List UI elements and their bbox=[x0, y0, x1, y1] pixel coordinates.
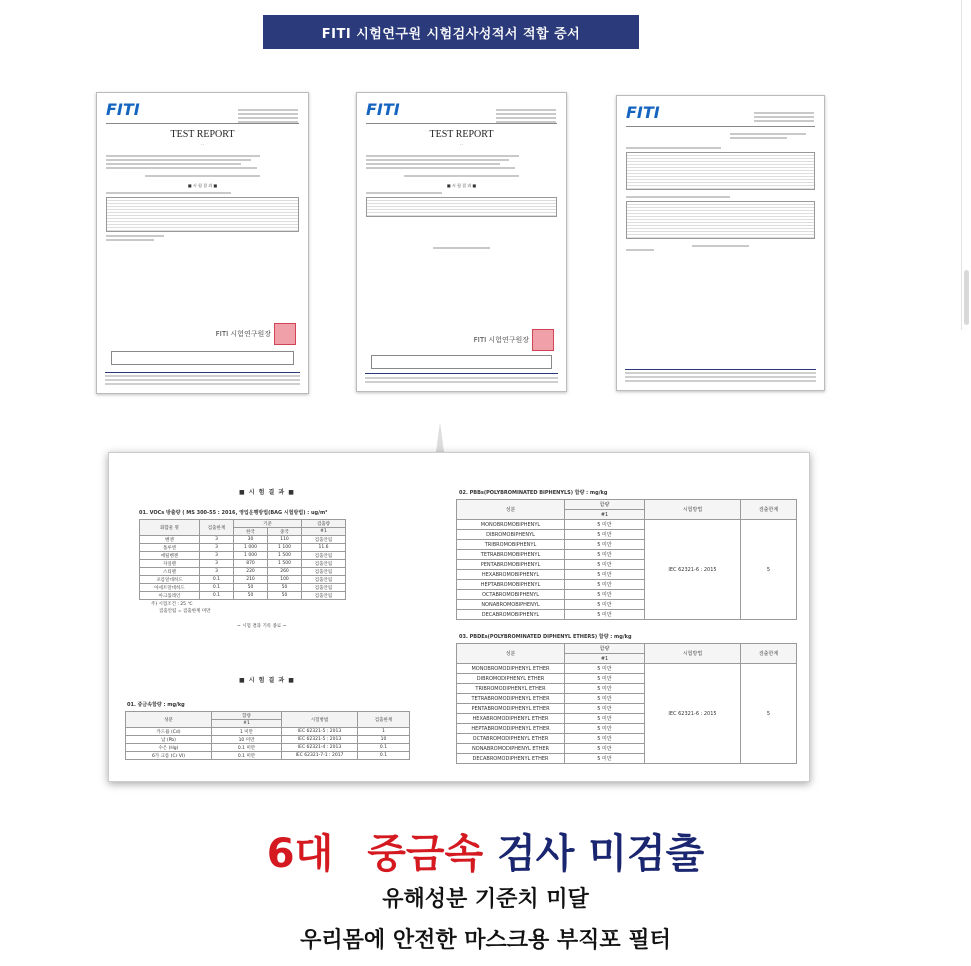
callout-pointer bbox=[436, 422, 444, 452]
voc-label: 01. VOCs 방출량 ( MS 300-55 : 2016, 영업운행방법(BAG 시험방법) : ug/m³ bbox=[139, 510, 328, 516]
result-header: ■ 시 험 결 과 ■ bbox=[446, 183, 477, 188]
report-page-marker: · · bbox=[459, 142, 464, 147]
table-row: NONABROMOBIPHENYL 5 미만 bbox=[457, 600, 797, 610]
table-row: 스티렌 3 220 260 검출안됨 bbox=[140, 568, 346, 576]
report-thumbnail-3 bbox=[616, 95, 825, 391]
headline-heavy-metal: 중금속 bbox=[367, 831, 484, 877]
subheadline-harmful: 유해성분 기준치 미달 bbox=[382, 887, 589, 912]
table-row: 포름알데히드 0.1 210 100 검출안됨 bbox=[140, 576, 346, 584]
official-seal bbox=[274, 323, 296, 345]
table-row: HEPTABROMOBIPHENYL 5 미만 bbox=[457, 580, 797, 590]
pbb-mini-table bbox=[626, 152, 815, 190]
heavy-metal-label: 01. 중금속함량 : mg/kg bbox=[127, 702, 185, 708]
fiti-logo: FITI bbox=[106, 100, 140, 119]
zoomed-report-detail bbox=[108, 452, 810, 782]
mini-table bbox=[366, 197, 557, 217]
fiti-logo: FITI bbox=[626, 103, 660, 122]
table-row: PENTABROMODIPHENYL ETHER 5 미만 bbox=[457, 704, 797, 714]
title-banner: FITI 시험연구원 시험검사성적서 적합 증서 bbox=[263, 15, 639, 49]
signature-text: FITI 시험연구원장 bbox=[215, 329, 271, 338]
mini-table bbox=[106, 197, 299, 232]
voc-note-condition: 주) 시험조건 : 25 ℃ bbox=[151, 602, 193, 607]
table-row: MONOBROMODIPHENYL ETHER 5 미만 IEC 62321-6 : 2015 5 bbox=[457, 664, 797, 674]
table-row: MONOBROMOBIPHENYL 5 미만 IEC 62321-6 : 2015 5 bbox=[457, 520, 797, 530]
table-row: DECABROMOBIPHENYL 5 미만 bbox=[457, 610, 797, 620]
report-title: TEST REPORT bbox=[429, 129, 494, 140]
pbb-table: 성분 함량 시험방법 검출한계 #1 MONOBROMOBIPHENYL 5 미만 IEC 62321-6 : 2015 5 DIBROMOBIPHENYL 5 미만 TRIBROMOBIPHENYL 5 미만 TETRABROMOBIPHENYL 5 미만 PENTABROMOBIPHENYL 5 미만 HEXABROMOBIPHENYL 5 미만 HEPTABROMOBIPHENYL 5 미만 OCTABROMOBIPHENYL 5 미만 NONABROMOBIPHENYL 5 미만 DECABROMOBIPHENYL 5 미만 bbox=[456, 499, 797, 620]
table-row: HEPTABROMODIPHENYL ETHER 5 미만 bbox=[457, 724, 797, 734]
table-row: OCTABROMODIPHENYL ETHER 5 미만 bbox=[457, 734, 797, 744]
table-row: 카드뮴 (Cd) 1 미만 IEC 62321-5 : 2013 1 bbox=[126, 728, 410, 736]
table-row: OCTABROMOBIPHENYL 5 미만 bbox=[457, 590, 797, 600]
signature-text: FITI 시험연구원장 bbox=[473, 335, 529, 344]
subheadline-safe-filter: 우리몸에 안전한 마스크용 부직포 필터 bbox=[300, 928, 671, 953]
voc-section-header: ■ 시 험 결 과 ■ bbox=[239, 489, 295, 496]
result-header: ■ 시 험 결 과 ■ bbox=[187, 183, 218, 188]
address-lines bbox=[238, 107, 298, 125]
voc-end-marker: ~ 시험 결과 기록 종료 ~ bbox=[237, 624, 287, 629]
table-row: HEXABROMOBIPHENYL 5 미만 bbox=[457, 570, 797, 580]
pbde-table: 성분 함량 시험방법 검출한계 #1 MONOBROMODIPHENYL ETHER 5 미만 IEC 62321-6 : 2015 5 DIBROMODIPHENYL ETHER 5 미만 TRIBROMODIPHENYL ETHER 5 미만 TETRABROMODIPHENYL ETHER 5 미만 PENTABROMODIPHENYL ETHER 5 미만 HEXABROMODIPHENYL ETHER 5 미만 HEPTABROMODIPHENYL ETHER 5 미만 OCTABROMODIPHENYL ETHER 5 미만 NONABROMODIPHENYL ETHER 5 미만 DECABROMODIPHENYL ETHER 5 미만 bbox=[456, 643, 797, 764]
table-row: 납 (Pb) 10 미만 IEC 62321-5 : 2013 10 bbox=[126, 736, 410, 744]
voc-table: 화합물 명 검출한계 기준 검출량 한국 중국 #1 벤젠 3 30 110 검출안됨 톨루엔 3 1 000 1 100 11.6 에틸벤젠 3 1 000 1 500 검출안됨 자일렌 3 870 1 500 검출안됨 스티렌 3 220 260 검출안됨 포름알데히드 0.1 210 100 검출안됨 아세트알데히드 0.1 50 50 검출안됨 아크롤레인 0.1 50 50 검출안됨 bbox=[139, 519, 346, 600]
table-row: DIBROMOBIPHENYL 5 미만 bbox=[457, 530, 797, 540]
table-row: NONABROMODIPHENYL ETHER 5 미만 bbox=[457, 744, 797, 754]
table-row: TETRABROMODIPHENYL ETHER 5 미만 bbox=[457, 694, 797, 704]
table-row: HEXABROMODIPHENYL ETHER 5 미만 bbox=[457, 714, 797, 724]
headline-not-detected: 검사 미검출 bbox=[497, 831, 705, 877]
headline-six: 6대 bbox=[266, 831, 334, 877]
table-row: 벤젠 3 30 110 검출안됨 bbox=[140, 536, 346, 544]
table-row: DECABROMODIPHENYL ETHER 5 미만 bbox=[457, 754, 797, 764]
table-row: 에틸벤젠 3 1 000 1 500 검출안됨 bbox=[140, 552, 346, 560]
scrollbar-thumb[interactable] bbox=[964, 270, 969, 325]
table-row: 수은 (Hg) 0.1 미만 IEC 62321-4 : 2013 0.1 bbox=[126, 744, 410, 752]
table-row: TRIBROMOBIPHENYL 5 미만 bbox=[457, 540, 797, 550]
pbde-label: 03. PBDEs(POLYBROMINATED DIPHENYL ETHERS) 함량 : mg/kg bbox=[459, 634, 632, 640]
table-row: TETRABROMOBIPHENYL 5 미만 bbox=[457, 550, 797, 560]
table-row: TRIBROMODIPHENYL ETHER 5 미만 bbox=[457, 684, 797, 694]
voc-note-detection: 검출안됨 = 검출한계 미만 bbox=[159, 609, 211, 614]
pbb-label: 02. PBBs(POLYBROMINATED BIPHENYLS) 함량 : mg/kg bbox=[459, 490, 608, 496]
fiti-logo: FITI bbox=[366, 100, 400, 119]
table-row: DIBROMODIPHENYL ETHER 5 미만 bbox=[457, 674, 797, 684]
headline bbox=[0, 826, 971, 882]
table-row: 아크롤레인 0.1 50 50 검출안됨 bbox=[140, 592, 346, 600]
report-title: TEST REPORT bbox=[170, 129, 235, 140]
heavy-metal-section-header: ■ 시 험 결 과 ■ bbox=[239, 677, 295, 684]
table-row: 톨루엔 3 1 000 1 100 11.6 bbox=[140, 544, 346, 552]
official-seal bbox=[532, 329, 554, 351]
address-lines bbox=[496, 107, 556, 125]
table-row: 6가 크롬 (Cr VI) 0.1 미만 IEC 62321-7-1 : 2017 0.1 bbox=[126, 752, 410, 760]
report-thumbnail-1 bbox=[96, 92, 309, 394]
table-row: 자일렌 3 870 1 500 검출안됨 bbox=[140, 560, 346, 568]
report-thumbnail-2 bbox=[356, 92, 567, 392]
address-lines bbox=[754, 110, 814, 124]
heavy-metal-table: 성분 함량 시험방법 검출한계 #1 카드뮴 (Cd) 1 미만 IEC 62321-5 : 2013 1 납 (Pb) 10 미만 IEC 62321-5 : 2013 10 수은 (Hg) 0.1 미만 IEC 62321-4 : 2013 0.1 6가 크롬 (Cr VI) 0.1 미만 IEC 62321-7-1 : 2017 0.1 bbox=[125, 711, 410, 760]
report-page-marker: · · bbox=[200, 142, 205, 147]
table-row: 아세트알데히드 0.1 50 50 검출안됨 bbox=[140, 584, 346, 592]
table-row: PENTABROMOBIPHENYL 5 미만 bbox=[457, 560, 797, 570]
pbde-mini-table bbox=[626, 201, 815, 239]
